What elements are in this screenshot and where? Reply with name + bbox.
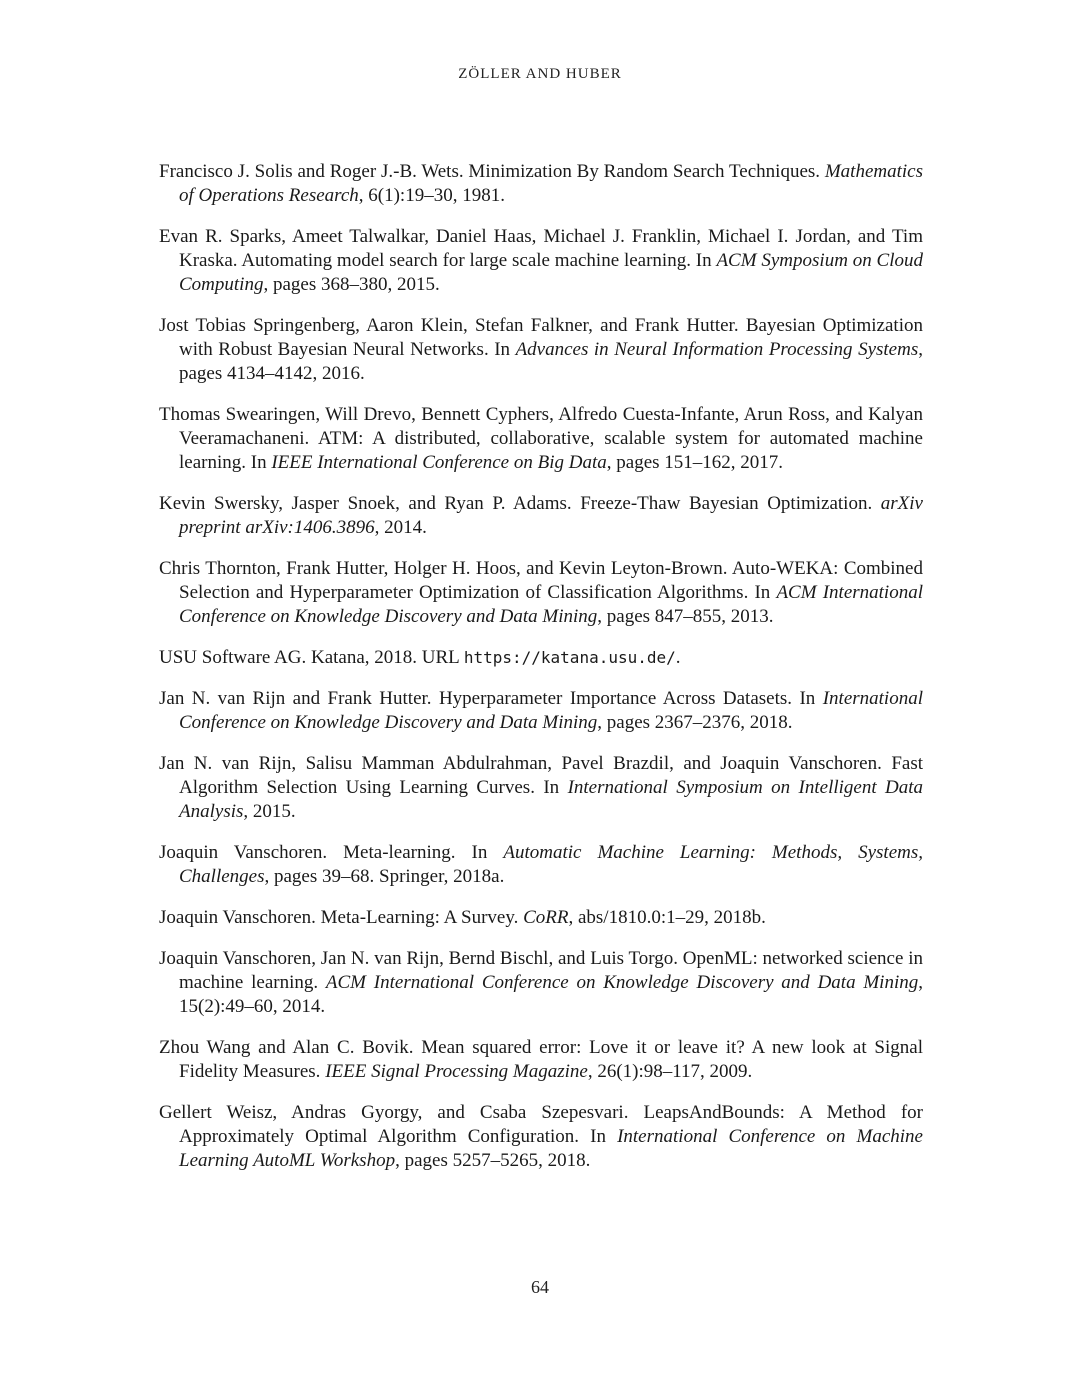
reference-text: Evan R. Sparks, Ameet Talwalkar, Daniel Haas, Michael J. Franklin, Michael I. Jordan, and Tim Kraska. Automating model search for large scale machine learning. In [159,226,923,271]
reference-item [159,225,923,297]
reference-details: , 26(1):98–117, 2009. [587,1061,753,1082]
reference-item [159,947,923,1019]
reference-venue: IEEE Signal Processing Magazine [325,1061,588,1082]
reference-text: Jan N. van Rijn and Frank Hutter. Hyperparameter Importance Across Datasets. In [159,688,823,709]
reference-item [159,492,923,540]
running-head: ZÖLLER AND HUBER [458,66,622,82]
reference-venue: Mathematics of Operations Research [179,161,923,206]
reference-venue: arXiv preprint arXiv:1406.3896 [179,493,923,538]
reference-item [159,557,923,629]
reference-item [159,1101,923,1173]
reference-text: Francisco J. Solis and Roger J.-B. Wets. Minimization By Random Search Techniques. [159,161,825,182]
reference-item [159,687,923,735]
reference-item [159,1036,923,1084]
reference-text: Gellert Weisz, Andras Gyorgy, and Csaba Szepesvari. LeapsAndBounds: A Method for Approximately Optimal Algorithm Configuration. In [159,1102,923,1147]
reference-details: , pages 847–855, 2013. [597,606,774,627]
reference-details: , pages 39–68. Springer, 2018a. [264,866,505,887]
reference-item [159,314,923,386]
reference-details: , abs/1810.0:1–29, 2018b. [568,907,766,928]
reference-venue: IEEE International Conference on Big Data [271,452,607,473]
page-number: 64 [531,1277,549,1297]
reference-text: Zhou Wang and Alan C. Bovik. Mean squared error: Love it or leave it? A new look at Signal Fidelity Measures. [159,1037,923,1082]
reference-details: , 15(2):49–60, 2014. [179,972,923,1017]
reference-text: Jan N. van Rijn, Salisu Mamman Abdulrahman, Pavel Brazdil, and Joaquin Vanschoren. Fast Algorithm Selection Using Learning Curves. In [159,753,923,798]
reference-item [159,403,923,475]
reference-item [159,752,923,824]
reference-text: USU Software AG. Katana, 2018. URL [159,647,464,668]
reference-venue: ACM International Conference on Knowledge Discovery and Data Mining [179,582,923,627]
reference-venue: International Conference on Machine Learning AutoML Workshop [179,1126,923,1171]
reference-details: , pages 368–380, 2015. [263,274,440,295]
reference-item [159,646,923,670]
reference-venue: ACM Symposium on Cloud Computing [179,250,924,295]
reference-details: , pages 2367–2376, 2018. [597,712,793,733]
reference-text: Chris Thornton, Frank Hutter, Holger H. Hoos, and Kevin Leyton-Brown. Auto-WEKA: Combined Selection and Hyperparameter Optimization of Classification Algorithms. In [159,558,923,603]
reference-details: , pages 4134–4142, 2016. [179,339,923,384]
reference-text: Kevin Swersky, Jasper Snoek, and Ryan P. Adams. Freeze-Thaw Bayesian Optimization. [159,493,881,514]
reference-details: , 2014. [374,517,427,538]
reference-text: Jost Tobias Springenberg, Aaron Klein, Stefan Falkner, and Frank Hutter. Bayesian Optimization with Robust Bayesian Neural Networks. In [159,315,923,360]
reference-details: , 6(1):19–30, 1981. [358,185,505,206]
reference-venue: Advances in Neural Information Processing Systems [515,339,919,360]
reference-details: , pages 151–162, 2017. [606,452,784,473]
reference-url-link[interactable]: https://katana.usu.de/ [463,648,676,667]
reference-details: . [675,647,681,668]
reference-text: Joaquin Vanschoren, Jan N. van Rijn, Bernd Bischl, and Luis Torgo. OpenML: networked science in machine learning. [159,948,923,993]
reference-venue: ACM International Conference on Knowledge Discovery and Data Mining [325,972,919,993]
reference-list [159,160,923,1190]
reference-text: Thomas Swearingen, Will Drevo, Bennett Cyphers, Alfredo Cuesta-Infante, Arun Ross, and Kalyan Veeramachaneni. ATM: A distributed, collaborative, scalable system for automated machine learning. In [159,404,923,473]
reference-item [159,160,923,208]
reference-venue: Automatic Machine Learning: Methods, Systems, Challenges [179,842,923,887]
reference-item [159,906,923,930]
reference-venue: CoRR [523,907,569,928]
reference-details: , 2015. [243,801,296,822]
reference-text: Joaquin Vanschoren. Meta-Learning: A Survey. [159,907,524,928]
reference-text: Joaquin Vanschoren. Meta-learning. In [159,842,504,863]
reference-venue: International Conference on Knowledge Discovery and Data Mining [179,688,923,733]
reference-venue: International Symposium on Intelligent Data Analysis [179,777,924,822]
reference-item [159,841,923,889]
reference-details: , pages 5257–5265, 2018. [395,1150,591,1171]
